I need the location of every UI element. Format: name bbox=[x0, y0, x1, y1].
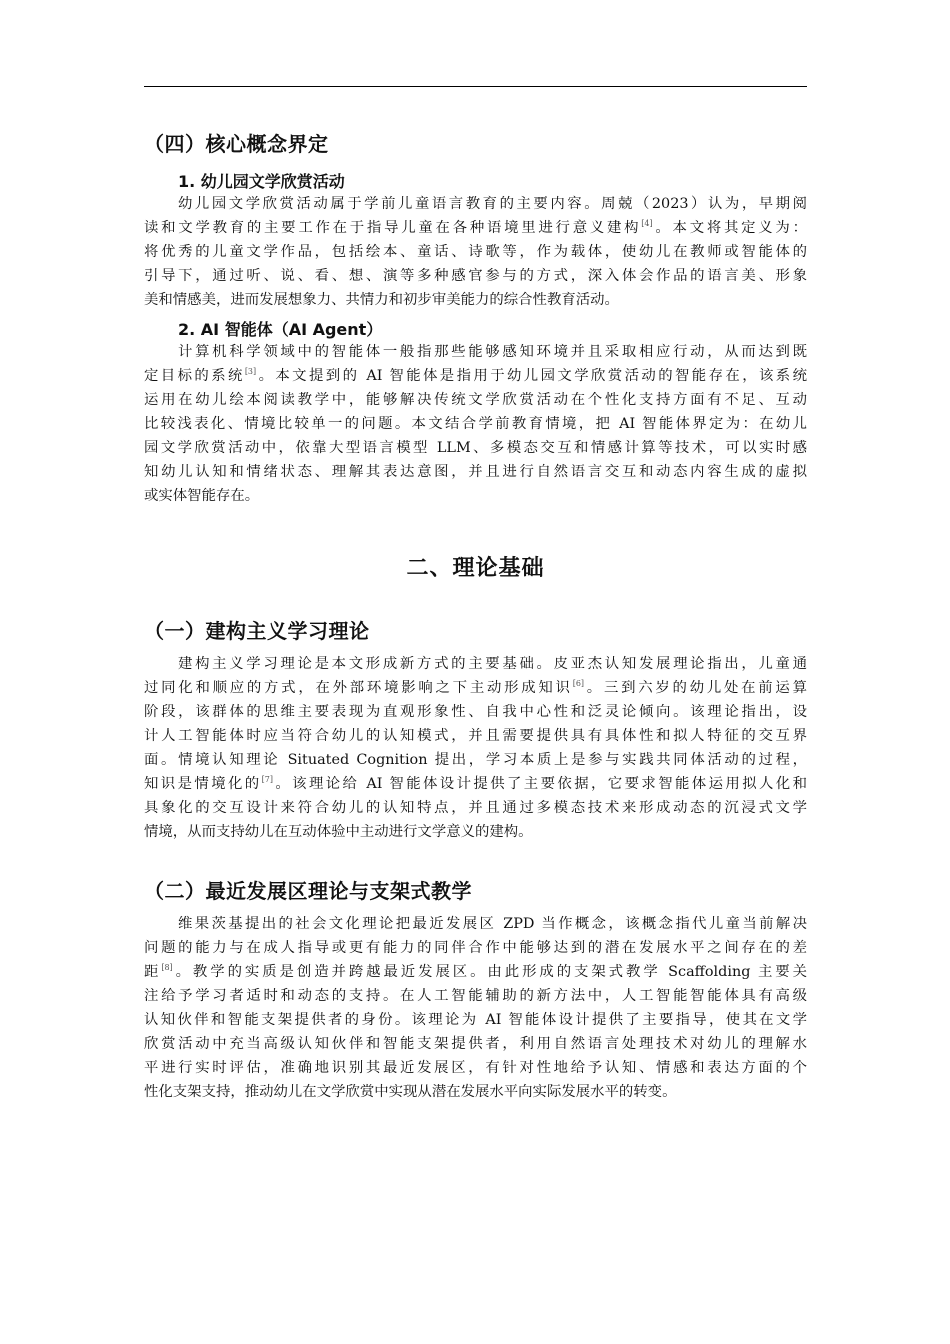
chapter-heading-theory: 二、理论基础 bbox=[406, 556, 545, 581]
text-line: 或实体智能存在。 bbox=[144, 488, 260, 504]
text-line: 具象化的交互设计来符合幼儿的认知特点，并且通过多模态技术来形成动态的沉浸式文学 bbox=[144, 800, 807, 816]
text-line: 阶段，该群体的思维主要表现为直观形象性、自我中心性和泛灵论倾向。该理论指出，设 bbox=[144, 704, 807, 720]
citation-ref: [7] bbox=[261, 775, 273, 784]
text-line: 读和文学教育的主要工作在于指导儿童在各种语境里进行意义建构[4]。本文将其定义为： bbox=[144, 219, 807, 236]
header-rule bbox=[144, 86, 807, 87]
text-line: 知识是情境化的[7]。该理论给 AI 智能体设计提供了主要依据，它要求智能体运用拟人化和 bbox=[144, 775, 807, 792]
text-line: 过同化和顺应的方式，在外部环境影响之下主动形成知识[6]。三到六岁的幼儿处在前运算 bbox=[144, 679, 807, 696]
citation-ref: [4] bbox=[641, 219, 653, 228]
text-line: 注给予学习者适时和动态的支持。在人工智能辅助的新方法中，人工智能智能体具有高级 bbox=[144, 988, 807, 1004]
paragraph-ai-agent bbox=[144, 340, 807, 508]
text-line: 距[8]。教学的实质是创造并跨越最近发展区。由此形成的支架式教学 Scaffolding 主要关 bbox=[144, 963, 807, 980]
paragraph-constructivism bbox=[144, 652, 807, 844]
citation-ref: [3] bbox=[244, 367, 257, 376]
text-line: 欣赏活动中充当高级认知伙伴和智能支架提供者，利用自然语言处理技术对幼儿的理解水 bbox=[144, 1036, 807, 1052]
text-line: 知幼儿认知和情绪状态、理解其表达意图，并且进行自然语言交互和动态内容生成的虚拟 bbox=[144, 464, 807, 480]
section-heading-zpd: （二）最近发展区理论与支架式教学 bbox=[144, 879, 472, 903]
text-line: 面。情境认知理论 Situated Cognition 提出，学习本质上是参与实践共同体活动的过程， bbox=[144, 752, 807, 768]
text-line: 问题的能力与在成人指导或更有能力的同伴合作中能够达到的潜在发展水平之间存在的差 bbox=[144, 940, 807, 956]
text-line: 定目标的系统[3]。本文提到的 AI 智能体是指用于幼儿园文学欣赏活动的智能存在，该系统 bbox=[144, 367, 807, 384]
citation-ref: [8] bbox=[161, 963, 173, 972]
text-line: 平进行实时评估，准确地识别其最近发展区，有针对性地给予认知、情感和表达方面的个 bbox=[144, 1060, 807, 1076]
text-line: 计算机科学领域中的智能体一般指那些能够感知环境并且采取相应行动，从而达到既 bbox=[178, 344, 807, 360]
subheading-ai-agent: 2. AI 智能体（AI Agent） bbox=[178, 320, 383, 339]
text-line: 运用在幼儿绘本阅读教学中，能够解决传统文学欣赏活动在个性化支持方面有不足、互动 bbox=[144, 392, 807, 408]
text-line: 建构主义学习理论是本文形成新方式的主要基础。皮亚杰认知发展理论指出，儿童通 bbox=[178, 656, 807, 672]
text-line: 比较浅表化、情境比较单一的问题。本文结合学前教育情境，把 AI 智能体界定为：在幼儿 bbox=[144, 416, 807, 432]
paragraph-zpd bbox=[144, 912, 807, 1104]
paragraph-literature-appreciation bbox=[144, 192, 807, 312]
text-line: 园文学欣赏活动中，依靠大型语言模型 LLM、多模态交互和情感计算等技术，可以实时感 bbox=[144, 440, 807, 456]
text-line: 将优秀的儿童文学作品，包括绘本、童话、诗歌等，作为载体，使幼儿在教师或智能体的 bbox=[144, 244, 807, 260]
text-line: 维果茨基提出的社会文化理论把最近发展区 ZPD 当作概念，该概念指代儿童当前解决 bbox=[178, 916, 807, 932]
text-line: 认知伙伴和智能支架提供者的身份。该理论为 AI 智能体设计提供了主要指导，使其在文学 bbox=[144, 1012, 807, 1028]
text-line: 引导下，通过听、说、看、想、演等多种感官参与的方式，深入体会作品的语言美、形象 bbox=[144, 268, 807, 284]
text-line: 计人工智能体时应当符合幼儿的认知模式，并且需要提供具有具体性和拟人特征的交互界 bbox=[144, 728, 807, 744]
text-line: 幼儿园文学欣赏活动属于学前儿童语言教育的主要内容。周兢（2023）认为，早期阅 bbox=[178, 196, 807, 212]
section-heading-core-concepts: （四）核心概念界定 bbox=[144, 132, 329, 156]
text-line: 情境，从而支持幼儿在互动体验中主动进行文学意义的建构。 bbox=[144, 824, 533, 840]
text-line: 性化支架支持，推动幼儿在文学欣赏中实现从潜在发展水平向实际发展水平的转变。 bbox=[144, 1084, 677, 1100]
citation-ref: [6] bbox=[572, 679, 585, 688]
text-line: 美和情感美，进而发展想象力、共情力和初步审美能力的综合性教育活动。 bbox=[144, 292, 619, 308]
section-heading-constructivism: （一）建构主义学习理论 bbox=[144, 619, 370, 643]
subheading-literature-appreciation: 1. 幼儿园文学欣赏活动 bbox=[178, 172, 345, 191]
